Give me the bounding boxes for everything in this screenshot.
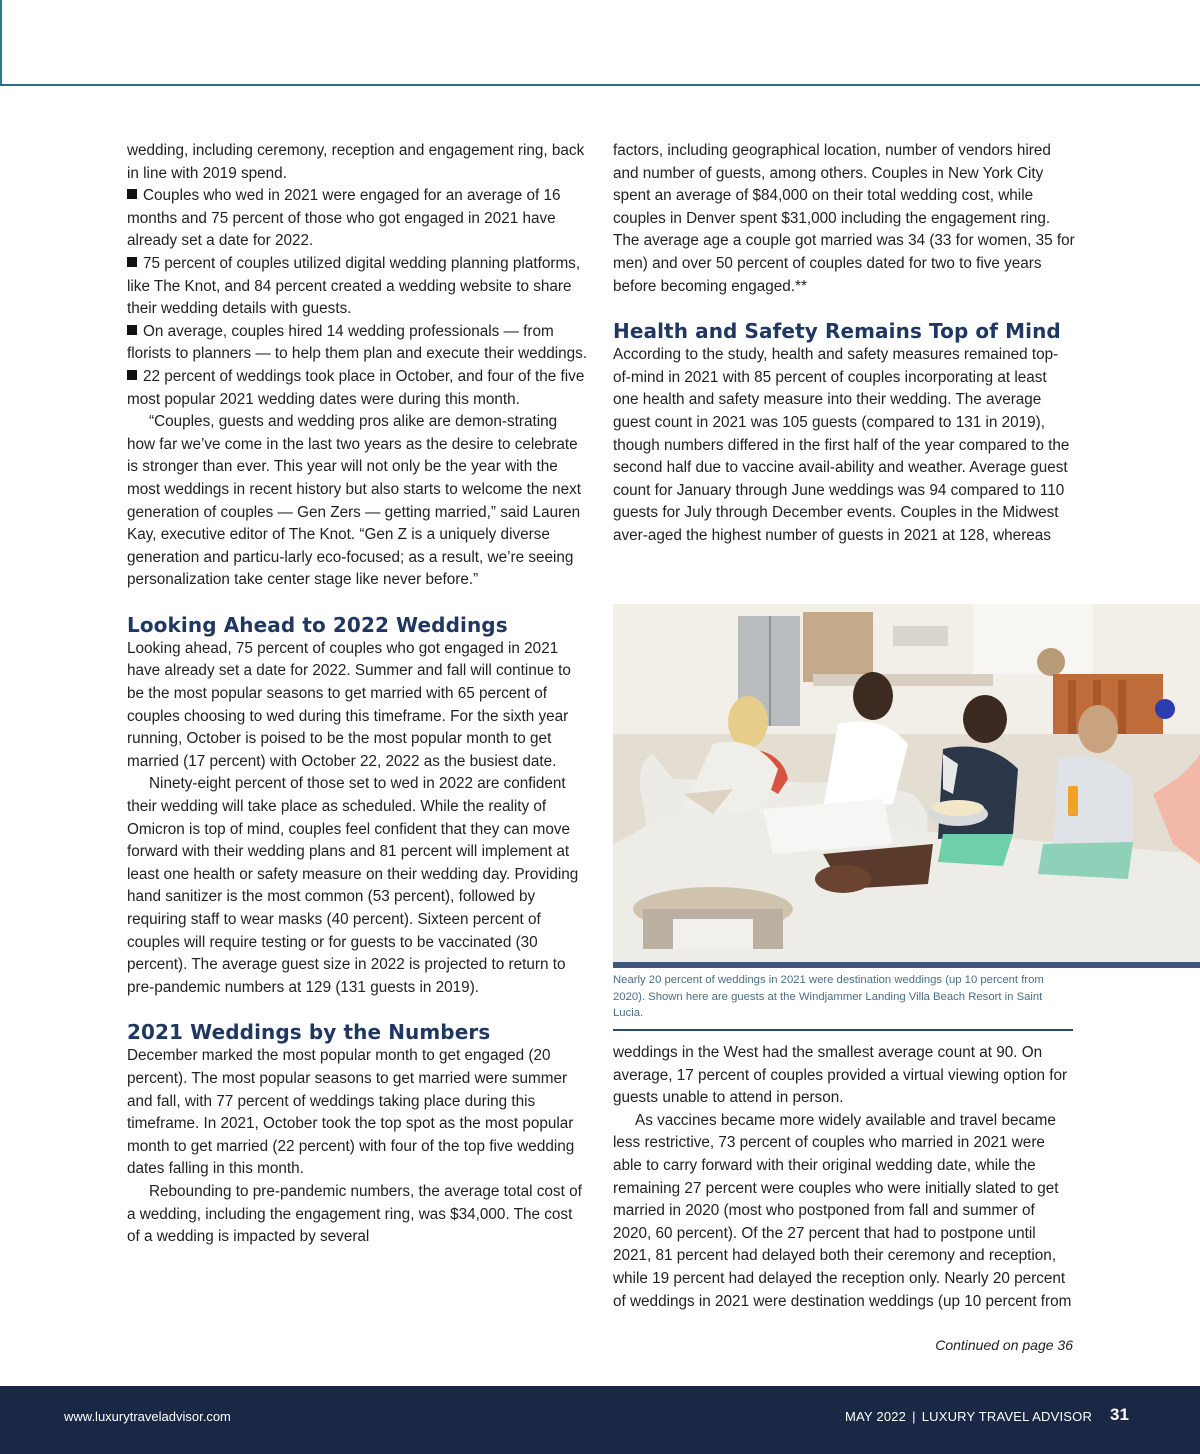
paragraph: wedding, including ceremony, reception and engagement ring, back in line with 2019 spend. <box>127 142 585 182</box>
paragraph: According to the study, health and safety measures remained top-of-mind in 2021 with 85 percent of couples incorporating at least one health and safety measure into their wedding. The average guest count in 2021 was 105 guests (compared to 131 in 2019), though numbers differed in the first half of the year compared to the second half due to vaccine avail-ability and weather. Average guest count for January through June weddings was 94 compared to 110 guests for July through December events. Couples in the Midwest aver-aged the highest number of guests in 2021 at 128, whereas <box>613 346 1070 544</box>
section-heading-looking-ahead: Looking Ahead to 2022 Weddings <box>127 612 508 637</box>
paragraph: As vaccines became more widely available and travel became less restrictive, 73 percent of couples who married in 2021 were able to carry forward with their original wedding date, while the remaining 27 percent were couples who were initially slated to get married in 2020 (most who postponed from fall and summer of 2020, 60 percent). Of the 27 percent that had to postpone until 2021, 81 percent had delayed both their ceremony and reception, while 19 percent had delayed the reception only. Nearly 20 percent of weddings in 2021 were destination weddings (up 10 percent from <box>613 1111 1072 1310</box>
bullet-square-icon <box>127 325 137 335</box>
photo-caption: Nearly 20 percent of weddings in 2021 were destination weddings (up 10 percent from 2020). Shown here are guests at the Windjammer Landing Villa Beach Resort in Saint Lucia. <box>613 974 1044 1019</box>
paragraph: Rebounding to pre-pandemic numbers, the average total cost of a wedding, including the engagement ring, was $34,000. The cost of a wedding is impacted by several <box>127 1182 582 1246</box>
footer-website-link[interactable]: www.luxurytraveladvisor.com <box>64 1409 231 1424</box>
continued-note: Continued on page 36 <box>935 1337 1073 1353</box>
section-heading-health-safety: Health and Safety Remains Top of Mind <box>613 319 1061 344</box>
caption-rule <box>613 1029 1073 1031</box>
page-footer <box>0 1386 1200 1454</box>
bullet-square-icon <box>127 189 137 199</box>
paragraph: weddings in the West had the smallest average count at 90. On average, 17 percent of couples provided a virtual viewing option for guests unable to attend in person. <box>613 1044 1068 1107</box>
bullet-square-icon <box>127 370 137 380</box>
bullet-item: 22 percent of weddings took place in October, and four of the five most popular 2021 wedding dates were during this month. <box>127 367 585 408</box>
article-right-column <box>613 140 1075 548</box>
bullet-item: On average, couples hired 14 wedding professionals — from florists to planners — to help them plan and execute their weddings. <box>127 322 588 363</box>
bullet-square-icon <box>127 257 137 267</box>
bullet-item: Couples who wed in 2021 were engaged for an average of 16 months and 75 percent of those who got engaged in 2021 have already set a date for 2022. <box>127 187 561 250</box>
footer-issue-info: MAY 2022 | LUXURY TRAVEL ADVISOR <box>845 1409 1093 1424</box>
header-rule <box>0 84 1200 86</box>
paragraph: December marked the most popular month to get engaged (20 percent). The most popular seasons to get married were summer and fall, with 77 percent of weddings taking place during this timeframe. In 2021, October took the top spot as the most popular month to get married (22 percent) with four of the top five wedding dates falling in this month. <box>127 1047 575 1178</box>
bullet-item: 75 percent of couples utilized digital wedding planning platforms, like The Knot, and 84 percent created a wedding website to share their wedding details with guests. <box>127 254 581 318</box>
article-right-column-continued <box>613 1042 1075 1313</box>
page-edge-rule <box>0 0 2 86</box>
paragraph: Ninety-eight percent of those set to wed in 2022 are confident their wedding will take place as scheduled. While the reality of Omicron is top of mind, couples feel confident that they can move forward with their wedding plans and 81 percent will implement at least one health or safety measure on their wedding day. Providing hand sanitizer is the most common (53 percent), followed by requiring staff to wear masks (40 percent). Sixteen percent of couples will require testing or for guests to be vaccinated (30 percent). The average guest size in 2022 is projected to return to pre-pandemic numbers at 129 (131 guests in 2019). <box>127 775 579 996</box>
paragraph: Looking ahead, 75 percent of couples who got engaged in 2021 have already set a date for 2022. Summer and fall will continue to be the most popular seasons to get married with 65 percent of couples choosing to wed during this timeframe. For the sixth year running, October is poised to be the most popular month to get married (17 percent) with October 22, 2022 as the busiest date. <box>127 639 571 770</box>
article-left-column <box>127 140 589 1249</box>
paragraph: factors, including geographical location, number of vendors hired and number of guests, among others. Couples in New York City spent an average of $84,000 on their total wedding cost, while couples in Denver spent $31,000 including the engagement ring. The average age a couple got married was 34 (33 for women, 35 for men) and over 50 percent of couples dated for two to five years before becoming engaged.** <box>613 142 1075 295</box>
resort-photo <box>613 604 1200 968</box>
page-number: 31 <box>1110 1405 1129 1424</box>
section-heading-by-the-numbers: 2021 Weddings by the Numbers <box>127 1020 491 1045</box>
quote-paragraph: “Couples, guests and wedding pros alike are demon-strating how far we’ve come in the last two years as the desire to celebrate is stronger than ever. This year will not only be the year with the most weddings in recent history but also starts to welcome the next generation of couples — Gen Zers — getting married,” said Lauren Kay, executive editor of The Knot. “Gen Z is a uniquely diverse generation and particu-larly eco-focused; as a result, we’re seeing personalization take center stage like never before.” <box>127 413 582 589</box>
